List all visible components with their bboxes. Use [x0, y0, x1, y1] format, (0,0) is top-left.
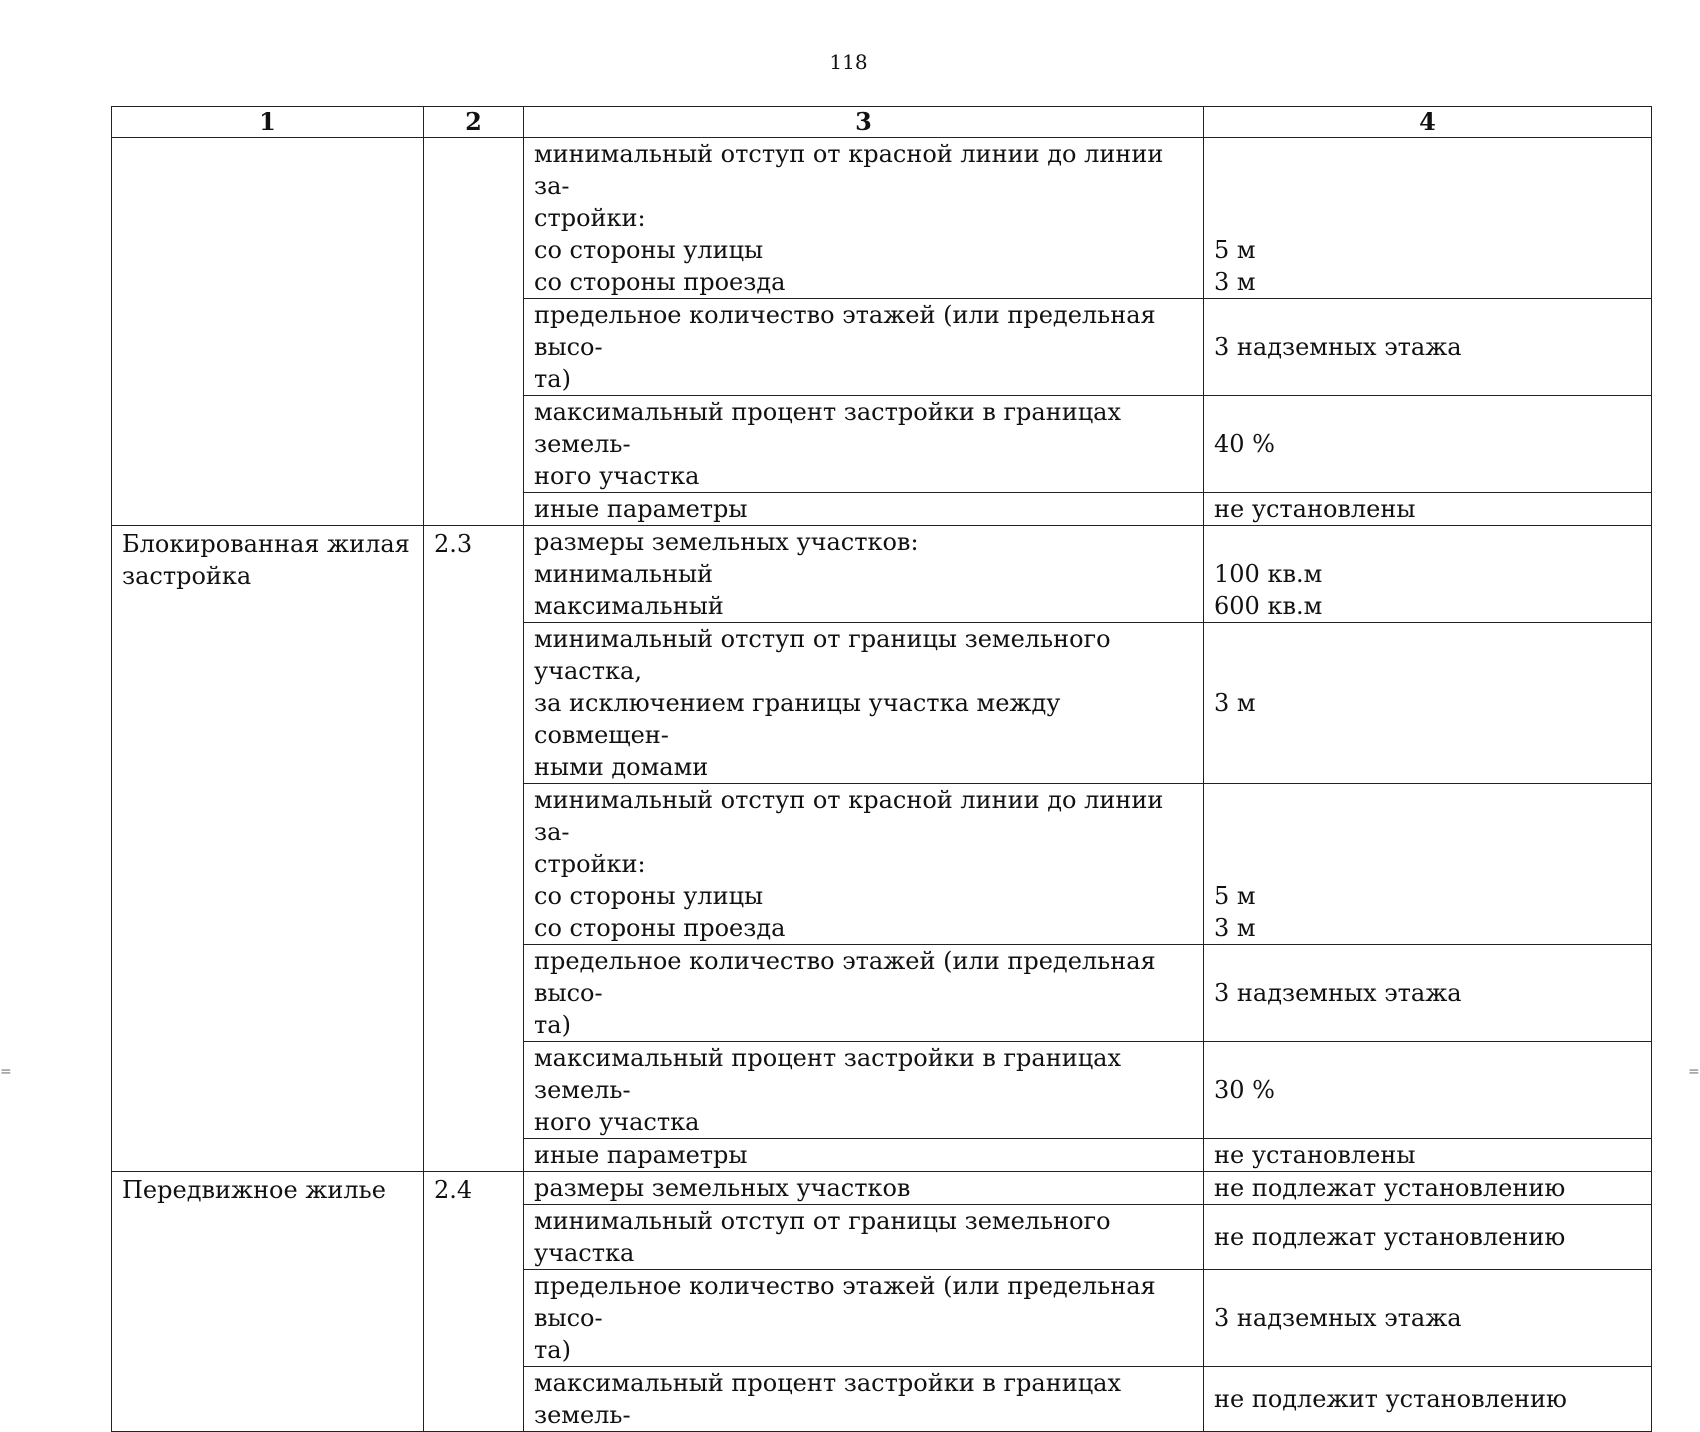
parameter-name-cell: минимальный отступ от границы земельного участка, за исключением границы участка между совмещен- ными домами — [524, 623, 1204, 784]
parameter-value-cell: 3 надземных этажа — [1204, 1270, 1652, 1367]
column-header-3: 3 — [524, 107, 1204, 138]
parameter-name-cell: иные параметры — [524, 1139, 1204, 1172]
parameter-name-cell: размеры земельных участков: минимальный максимальный — [524, 526, 1204, 623]
parameter-name-cell: максимальный процент застройки в границах земель- — [524, 1367, 1204, 1432]
table-row — [112, 526, 1652, 623]
parameter-name-cell: максимальный процент застройки в границах земель- ного участка — [524, 1042, 1204, 1139]
parameter-value-cell: не подлежат установлению — [1204, 1205, 1652, 1270]
parameter-value-cell: не установлены — [1204, 493, 1652, 526]
column-header-2: 2 — [424, 107, 524, 138]
margin-mark-left: = — [0, 1064, 12, 1080]
parameter-value-cell: 40 % — [1204, 396, 1652, 493]
zoning-parameters-table — [111, 106, 1652, 1432]
parameter-name-cell: предельное количество этажей (или предельная высо- та) — [524, 299, 1204, 396]
table-row — [112, 138, 1652, 299]
table-header-row — [112, 107, 1652, 138]
parameter-value-cell: не установлены — [1204, 1139, 1652, 1172]
parameter-value-cell: 3 м — [1204, 623, 1652, 784]
parameter-name-cell: предельное количество этажей (или предельная высо- та) — [524, 1270, 1204, 1367]
parameter-value-cell: 100 кв.м 600 кв.м — [1204, 526, 1652, 623]
page-number: 118 — [829, 50, 868, 74]
land-use-type-cell: Блокированная жилая застройка — [112, 526, 424, 1172]
table-row — [112, 1172, 1652, 1205]
parameter-value-cell: 30 % — [1204, 1042, 1652, 1139]
land-use-type-cell: Передвижное жилье — [112, 1172, 424, 1432]
parameter-value-cell: 5 м 3 м — [1204, 138, 1652, 299]
parameter-value-cell: 3 надземных этажа — [1204, 945, 1652, 1042]
parameter-name-cell: иные параметры — [524, 493, 1204, 526]
land-use-code-cell: 2.4 — [424, 1172, 524, 1432]
parameter-value-cell: 5 м 3 м — [1204, 784, 1652, 945]
margin-mark-right: = — [1688, 1064, 1700, 1080]
parameter-name-cell: минимальный отступ от красной линии до линии за- стройки: со стороны улицы со стороны проезда — [524, 138, 1204, 299]
parameter-value-cell: не подлежит установлению — [1204, 1367, 1652, 1432]
parameter-name-cell: предельное количество этажей (или предельная высо- та) — [524, 945, 1204, 1042]
parameter-name-cell: максимальный процент застройки в границах земель- ного участка — [524, 396, 1204, 493]
column-header-4: 4 — [1204, 107, 1652, 138]
column-header-1: 1 — [112, 107, 424, 138]
parameter-value-cell: 3 надземных этажа — [1204, 299, 1652, 396]
land-use-code-cell — [424, 138, 524, 526]
land-use-type-cell — [112, 138, 424, 526]
parameter-name-cell: минимальный отступ от красной линии до линии за- стройки: со стороны улицы со стороны проезда — [524, 784, 1204, 945]
land-use-code-cell: 2.3 — [424, 526, 524, 1172]
parameter-name-cell: размеры земельных участков — [524, 1172, 1204, 1205]
table-body — [112, 138, 1652, 1432]
parameter-name-cell: минимальный отступ от границы земельного участка — [524, 1205, 1204, 1270]
parameter-value-cell: не подлежат установлению — [1204, 1172, 1652, 1205]
